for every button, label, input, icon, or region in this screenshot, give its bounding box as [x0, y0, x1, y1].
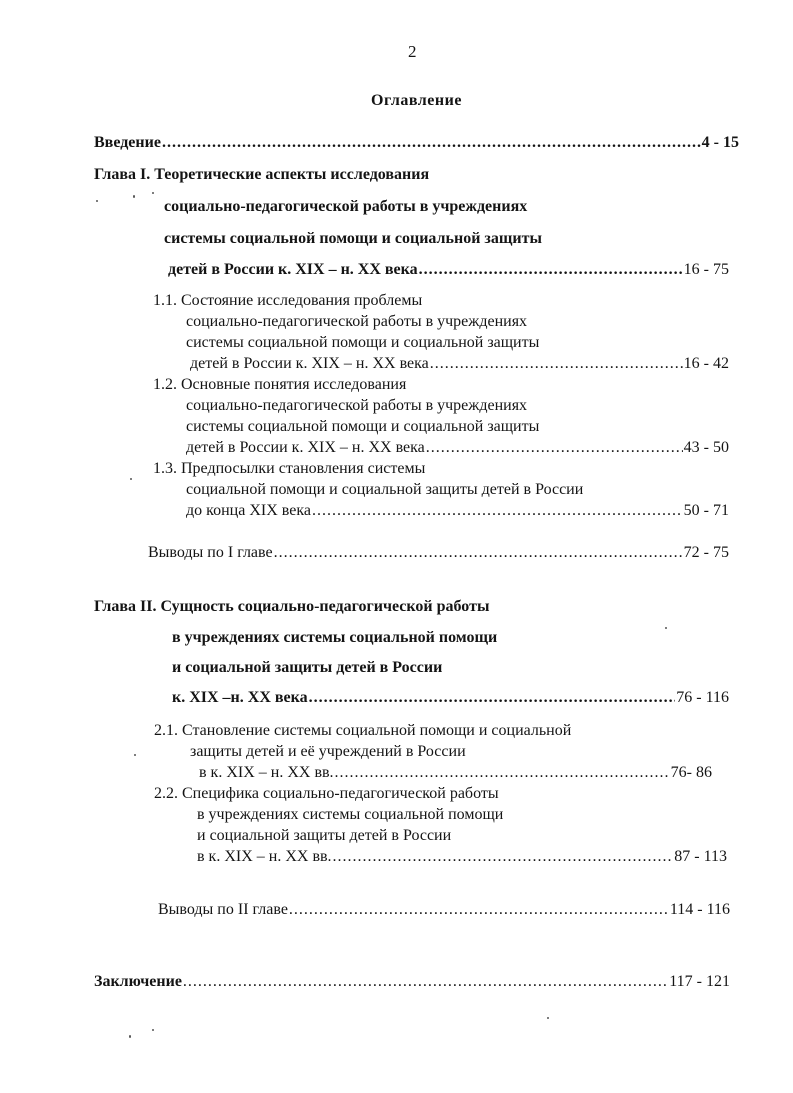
scan-speck [152, 1029, 154, 1031]
scan-speck [129, 1035, 131, 1038]
chapter2-title-line: в учреждениях системы социальной помощи [172, 629, 498, 646]
scan-speck [665, 627, 667, 629]
scan-speck [133, 195, 135, 198]
entry-pages: 16 - 75 [683, 261, 729, 278]
scan-speck [547, 1017, 549, 1019]
toc-entry-conclusion [94, 973, 730, 991]
chapter1-title-line: социально-педагогической работы в учреждениях [164, 198, 528, 215]
entry-pages: 87 - 113 [674, 848, 727, 865]
entry-label: до конца XIX века [186, 502, 311, 519]
toc-entry-conclusions-1 [148, 544, 729, 562]
section-line: 1.3. Предпосылки становления системы [153, 460, 426, 477]
dot-leader [419, 261, 683, 279]
entry-pages: 43 - 50 [683, 439, 729, 456]
toc-entry-section-2-2 [197, 848, 727, 866]
scan-speck [134, 754, 136, 756]
section-line: системы социальной помощи и социальной защиты [186, 334, 540, 351]
entry-pages: 16 - 42 [683, 355, 729, 372]
dot-leader [162, 134, 701, 152]
section-line: и социальной защиты детей в России [197, 827, 452, 844]
toc-entry-section-1-1 [190, 355, 729, 373]
entry-label: Выводы по I главе [148, 544, 273, 561]
dot-leader [309, 689, 676, 707]
dot-leader [274, 544, 683, 562]
toc-entry-intro [94, 134, 739, 152]
entry-label: Введение [94, 134, 161, 151]
entry-label: детей в России к. XIX – н. XX века [190, 355, 429, 372]
entry-label: Заключение [94, 973, 182, 990]
entry-label: детей в России к. XIX – н. XX века [168, 261, 418, 278]
dot-leader [312, 502, 683, 520]
section-line: 1.1. Состояние исследования проблемы [153, 292, 423, 309]
entry-pages: 50 - 71 [683, 502, 729, 519]
scan-speck [152, 192, 154, 194]
dot-leader [426, 439, 683, 457]
section-line: социально-педагогической работы в учреждениях [186, 313, 528, 330]
toc-entry-section-2-1 [199, 764, 712, 782]
entry-pages: 4 - 15 [701, 134, 739, 151]
chapter2-title-line: Глава II. Сущность социально-педагогической работы [94, 598, 490, 615]
entry-pages: 114 - 116 [669, 901, 730, 918]
entry-label: в к. XIX – н. XX вв. [199, 764, 334, 781]
entry-pages: 76- 86 [670, 764, 712, 781]
entry-label: к. XIX –н. XX века [172, 689, 308, 706]
section-line: защиты детей и её учреждений в России [190, 743, 466, 760]
scan-speck [130, 478, 132, 480]
toc-entry-section-1-2 [186, 439, 729, 457]
chapter1-title-line: Глава I. Теоретические аспекты исследования [94, 166, 430, 183]
toc-heading: Оглавление [371, 92, 462, 109]
toc-entry-chapter2 [172, 689, 729, 707]
section-line: в учреждениях системы социальной помощи [197, 806, 504, 823]
dot-leader [289, 901, 669, 919]
entry-pages: 72 - 75 [683, 544, 729, 561]
toc-entry-conclusions-2 [158, 901, 730, 919]
entry-pages: 117 - 121 [669, 973, 730, 990]
scan-speck [96, 200, 98, 202]
chapter2-title-line: и социальной защиты детей в России [172, 659, 443, 676]
section-line: социально-педагогической работы в учреждениях [186, 397, 528, 414]
entry-label: детей в России к. XIX – н. XX века [186, 439, 425, 456]
section-line: 1.2. Основные понятия исследования [153, 376, 407, 393]
dot-leader [335, 764, 670, 782]
dot-leader [183, 973, 668, 991]
entry-pages: 76 - 116 [676, 689, 729, 706]
section-line: 2.2. Специфика социально-педагогической работы [154, 785, 499, 802]
chapter1-title-line: системы социальной помощи и социальной защиты [164, 230, 542, 247]
entry-label: Выводы по II главе [158, 901, 288, 918]
entry-label: в к. XIX – н. XX вв. [197, 848, 332, 865]
toc-entry-chapter1 [168, 261, 729, 279]
toc-entry-section-1-3 [186, 502, 729, 520]
page-number: 2 [408, 42, 417, 61]
dot-leader [430, 355, 683, 373]
section-line: системы социальной помощи и социальной защиты [186, 418, 540, 435]
section-line: 2.1. Становление системы социальной помощи и социальной [154, 722, 572, 739]
dot-leader [333, 848, 674, 866]
section-line: социальной помощи и социальной защиты детей в России [186, 481, 584, 498]
